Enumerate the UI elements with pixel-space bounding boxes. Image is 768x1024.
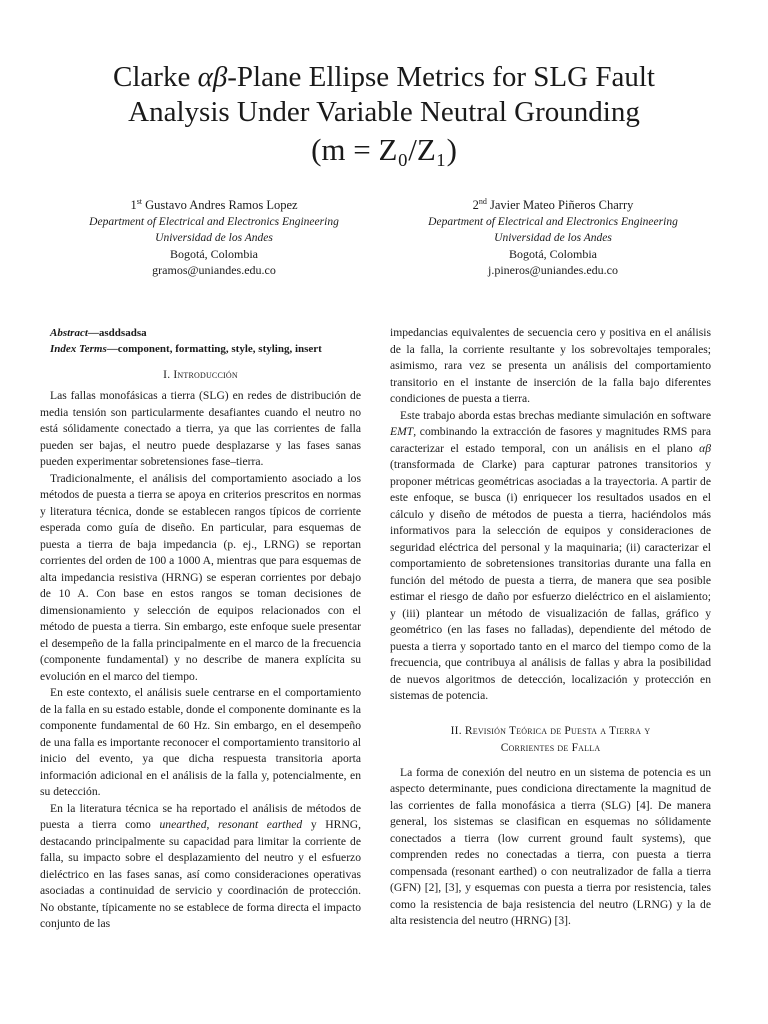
paper-title [40, 60, 728, 170]
author-1-university: Universidad de los Andes [155, 232, 273, 244]
title-line-3: (m = Z₀/Z₁) [311, 132, 457, 167]
title-line-1: Clarke αβ-Plane Ellipse Metrics for SLG Fault [113, 61, 655, 93]
author-2 [388, 193, 718, 278]
paragraph-5: impedancias equivalentes de secuencia cero y positiva en el análisis de la falla, la corriente resultante y los sobrevoltajes temporales; asimismo, rara vez se presenta un análisis del comportamiento transitorio en el instante de inserción de la falla bajo diferentes condiciones de puesta a tierra. [390, 326, 711, 405]
paragraph-2: Tradicionalmente, el análisis del comportamiento asociado a los métodos de puesta a tierra se apoya en criterios prescritos en normas y literatura técnica, donde se establecen rangos típicos de corriente esperada como guía de diseño. En particular, para esquemas de puesta a tierra de baja impedancia (p. ej., LRNG) se reportan corrientes del orden de 100 a 1000 A, mientras que para esquemas de alta impedancia resistiva (HRNG) se esperan corrientes por debajo de 10 A. Con base en estos rangos se toman decisiones de dimensionamiento y selección de equipos relacionados con el método de puesta a tierra. Sin embargo, este enfoque suele presentar el desempeño de la falla principalmente en el marco de la frecuencia (componente fundamental) y no describe de manera explícita su evolución en el marco del tiempo. [40, 471, 361, 683]
title-math-alphabeta: αβ [197, 61, 228, 93]
author-2-name-line: 2nd Javier Mateo Piñeros Charry [472, 197, 634, 212]
right-column [390, 325, 711, 930]
paragraph-3: En este contexto, el análisis suele centrarse en el comportamiento de la falla en su estado estable, donde el componente dominante es la componente fundamental de 60 Hz. Sin embargo, en el desempeño de una falla es importante reconocer el comportamiento transitorio al inicio del evento, ya que dicha respuesta transitoria aporta información adicional en el análisis de la falla y, potencialmente, en su detección. [40, 686, 361, 798]
author-2-city: Bogotá, Colombia [509, 247, 597, 261]
author-2-department: Department of Electrical and Electronics Engineering [428, 216, 678, 228]
author-1-name-line: 1st Gustavo Andres Ramos Lopez [130, 197, 298, 212]
left-column [40, 325, 361, 933]
section-heading-1: I. Introducción [163, 369, 238, 381]
author-1-name: Gustavo Andres Ramos Lopez [145, 198, 298, 212]
section-heading-2: II. Revisión Teórica de Puesta a Tierra y Corrientes de Falla [450, 724, 651, 754]
paragraph-4: En la literatura técnica se ha reportado el análisis de métodos de puesta a tierra como unearthed, resonant earthed y HRNG, destacando principalmente su capacidad para limitar la corriente de falla, su impacto sobre el desplazamiento del neutro y el esfuerzo dieléctrico en las fases sanas, así como consideraciones operativas asociadas a continuidad de servicio y coordinación de protección. No obstante, típicamente no se establece de forma directa el impacto conjunto de las [40, 801, 362, 930]
author-2-email: j.pineros@uniandes.edu.co [487, 263, 619, 277]
paragraph-7: La forma de conexión del neutro en un sistema de potencia es un aspecto determinante, pues condiciona directamente la magnitud de las corrientes de falla monofásica a tierra (SLG) [4]. De manera general, los sistemas se clasifican en esquemas no sólidamente conectados a tierra (low current ground fault systems), que comprenden redes no conectadas a tierra, con puesta a tierra compensada (resonant earthed) o con neutralizador de falla a tierra (GFN) [2], [3], y esquemas con puesta a tierra por resistencia, tales como la resistencia de baja resistencia del neutro (LRNG) y la de alta resistencia del neutro (HRNG) [3]. [390, 765, 711, 927]
author-1-city: Bogotá, Colombia [170, 247, 258, 261]
title-line-2: Analysis Under Variable Neutral Grounding [128, 96, 640, 128]
author-1-email: gramos@uniandes.edu.co [152, 263, 276, 277]
abstract: Abstract—asddsadsa [50, 327, 147, 339]
paragraph-6: Este trabajo aborda estas brechas mediante simulación en software EMT, combinando la extracción de fasores y magnitudes RMS para caracterizar el estado temporal, con un análisis en el plano αβ (transformada de Clarke) para capturar patrones transitorios y proponer métricas geométricas asociadas a la trayectoria. A partir de este enfoque, se busca (i) enriquecer los resultados usados en el cálculo y diseño de métodos de puesta a tierra, haciéndolos más informativos para la selección de equipos y consideraciones de seguridad eléctrica del personal y la maquinaria; (ii) caracterizar el comportamiento de sobretensiones transitorias durante una falla en función del método de puesta a tierra, de manera que sea posible estimar el riesgo de daño por esfuerzo dieléctrico en el aislamiento; y (iii) plantear un método de visualización de fallas, gráfico y geométrico (en las fases no falladas), dependiente del método de puesta a tierra y soportado tanto en el marco del tiempo como de la frecuencia, que contribuya al análisis de fallas y abra la posibilidad de nuevos algoritmos de detección, localización y protección en sistemas de potencia. [390, 408, 711, 702]
author-2-university: Universidad de los Andes [494, 232, 612, 244]
index-terms: Index Terms—component, formatting, style, styling, insert [50, 343, 322, 355]
paragraph-1: Las fallas monofásicas a tierra (SLG) en redes de distribución de media tensión son particularmente desafiantes cuando el neutro no está sólidamente conectado a tierra, ya que las corrientes de falla pueden ser bajas, el neutro puede desplazarse y las fases sanas pueden experimentar sobretensiones fase–tierra. [40, 389, 361, 468]
author-1-department: Department of Electrical and Electronics Engineering [89, 216, 339, 228]
author-2-name: Javier Mateo Piñeros Charry [490, 198, 634, 212]
author-1 [49, 193, 379, 278]
